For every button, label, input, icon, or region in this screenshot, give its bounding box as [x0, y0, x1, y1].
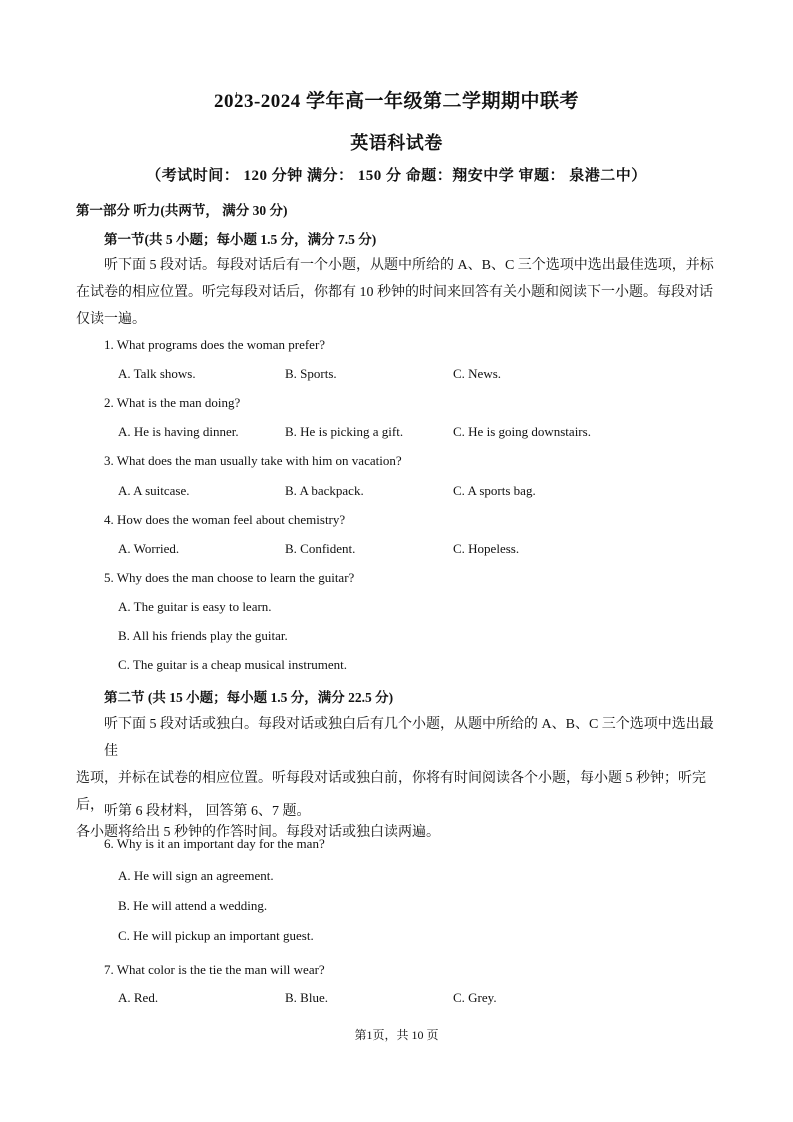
question-3: 3. What does the man usually take with him on vacation? [104, 453, 402, 468]
q5-option-b: B. All his friends play the guitar. [118, 628, 288, 643]
part1-heading: 第一部分 听力(共两节， 满分 30 分) [76, 203, 288, 218]
q4-option-b: B. Confident. [285, 541, 356, 556]
q1-option-a: A. Talk shows. [118, 366, 196, 381]
instruction-line: 听下面 5 段对话。每段对话后有一个小题，从题中所给的 A、B、C 三个选项中选出最佳选项，并标 [104, 258, 714, 273]
question-4: 4. How does the woman feel about chemistry? [104, 512, 346, 527]
exam-title: 2023-2024 学年高一年级第二学期期中联考 [213, 91, 580, 112]
q3-option-a: A. A suitcase. [118, 483, 190, 498]
exam-info: （考试时间： 120 分钟 满分： 150 分 命题：翔安中学 审题： 泉港二中） [146, 168, 647, 184]
q7-option-b: B. Blue. [285, 990, 328, 1005]
q5-option-c: C. The guitar is a cheap musical instrument. [118, 657, 348, 672]
q2-option-c: C. He is going downstairs. [453, 424, 591, 439]
q1-option-b: B. Sports. [285, 366, 337, 381]
section2-heading: 第二节 (共 15 小题；每小题 1.5 分，满分 22.5 分) [104, 690, 394, 705]
section1-instructions [76, 252, 722, 333]
q3-option-b: B. A backpack. [285, 483, 364, 498]
question-5: 5. Why does the man choose to learn the guitar? [104, 570, 355, 585]
q6-option-b: B. He will attend a wedding. [118, 898, 268, 913]
q6-option-c: C. He will pickup an important guest. [118, 928, 314, 943]
q3-option-c: C. A sports bag. [453, 483, 536, 498]
question-7: 7. What color is the tie the man will wear? [104, 962, 325, 977]
instruction-line: 在试卷的相应位置。听完每段对话后，你都有 10 秒钟的时间来回答有关小题和阅读下一小题。每段对话 [76, 285, 713, 300]
q2-option-b: B. He is picking a gift. [285, 424, 404, 439]
q7-option-c: C. Grey. [453, 990, 497, 1005]
exam-subject: 英语科试卷 [350, 133, 443, 153]
q5-option-a: A. The guitar is easy to learn. [118, 599, 272, 614]
instruction-line: 选项，并标在试卷的相应位置。听每段对话或独白前，你将有时间阅读各个小题，每小题 5 秒钟；听完后， [76, 771, 706, 813]
question-1: 1. What programs does the woman prefer? [104, 337, 326, 352]
instruction-line: 听下面 5 段对话或独白。每段对话或独白后有几个小题，从题中所给的 A、B、C 三个选项中选出最佳 [104, 717, 714, 759]
question-2: 2. What is the man doing? [104, 395, 241, 410]
section2-instructions [76, 711, 722, 846]
q4-option-a: A. Worried. [118, 541, 180, 556]
instruction-line: 各小题将给出 5 秒钟的作答时间。每段对话或独白读两遍。 [76, 825, 440, 840]
q7-option-a: A. Red. [118, 990, 159, 1005]
q4-option-c: C. Hopeless. [453, 541, 520, 556]
q2-option-a: A. He is having dinner. [118, 424, 239, 439]
q6-option-a: A. He will sign an agreement. [118, 868, 274, 883]
material-note: 听第 6 段材料， 回答第 6、7 题。 [104, 804, 311, 819]
question-6: 6. Why is it an important day for the man? [104, 836, 325, 851]
page-number: 第1页，共 10 页 [354, 1028, 439, 1042]
q1-option-c: C. News. [453, 366, 502, 381]
section1-heading: 第一节(共 5 小题；每小题 1.5 分，满分 7.5 分) [104, 232, 377, 247]
instruction-line: 仅读一遍。 [76, 312, 146, 327]
